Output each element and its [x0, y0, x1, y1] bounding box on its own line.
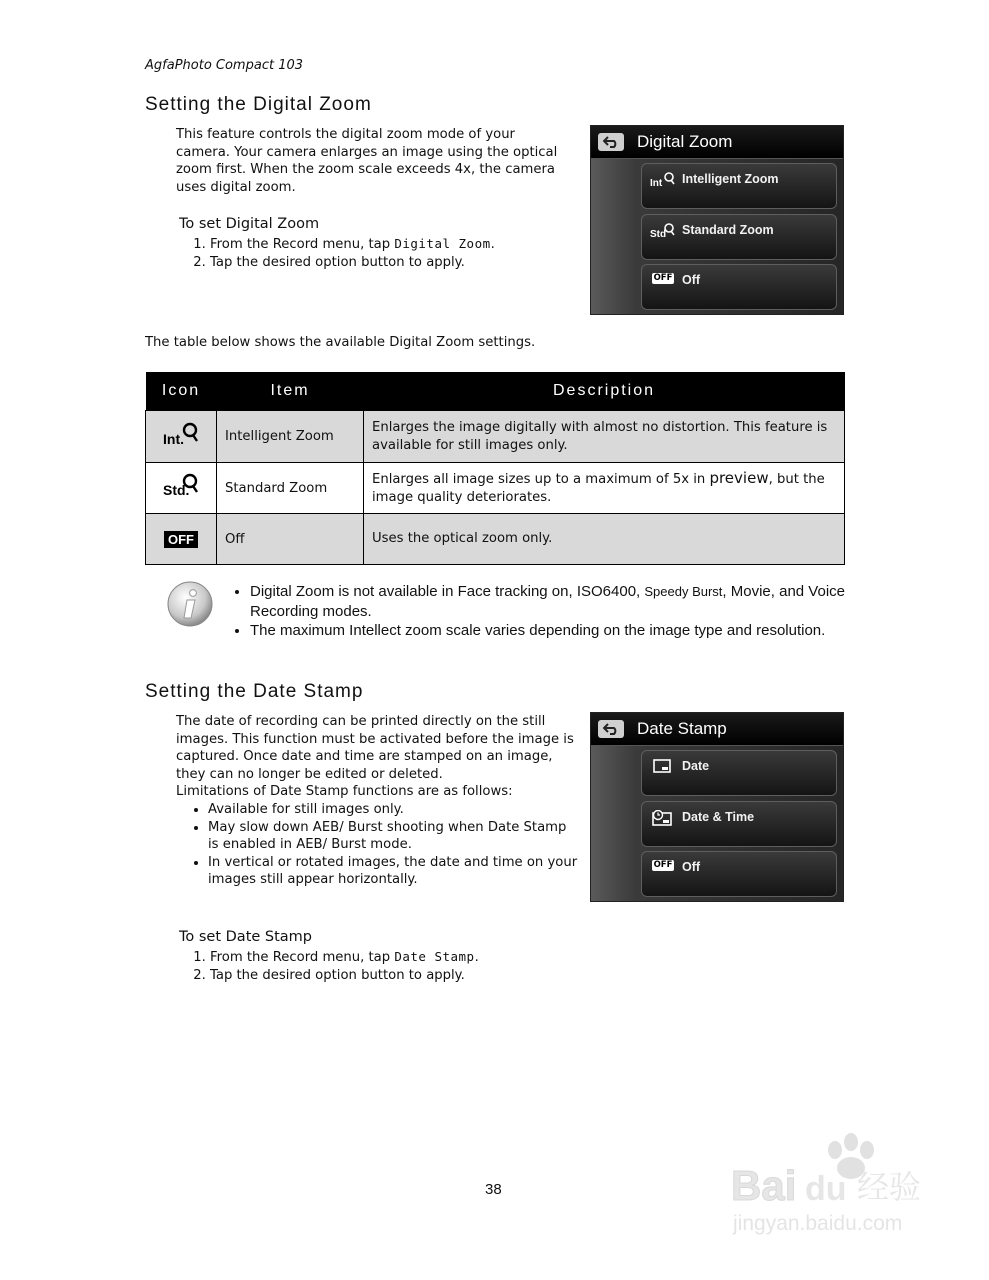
table-row — [146, 411, 845, 463]
section-title-date-stamp: Setting the Date Stamp — [145, 681, 364, 702]
note-list — [226, 582, 846, 641]
document-header: AgfaPhoto Compact 103 — [145, 58, 304, 73]
list-item: • In vertical or rotated images, the date and time on your images still appear horizontally. — [208, 854, 578, 889]
option-intelligent-zoom[interactable]: Int Intelligent Zoom — [641, 163, 837, 209]
date-stamp-steps — [176, 948, 578, 985]
table-intro: The table below shows the available Digital Zoom settings. — [145, 335, 536, 350]
date-icon — [648, 759, 678, 773]
svg-text:经验: 经验 — [857, 1168, 922, 1206]
svg-text:Std.: Std. — [163, 482, 190, 498]
digital-zoom-screen — [590, 125, 844, 315]
screen-title-bar — [591, 713, 843, 746]
back-icon[interactable] — [598, 133, 624, 151]
off-icon: OFF — [653, 860, 673, 870]
info-icon — [166, 580, 214, 628]
svg-text:du: du — [805, 1170, 847, 1208]
date-stamp-howto-title: To set Date Stamp — [179, 929, 313, 945]
table-cell-item: Standard Zoom — [217, 463, 364, 514]
header-icon: Icon — [146, 372, 217, 411]
option-off[interactable]: OFF Off — [641, 851, 837, 897]
intelligent-zoom-icon — [146, 411, 217, 463]
page-number: 38 — [485, 1181, 502, 1198]
svg-text:Bai: Bai — [731, 1162, 797, 1209]
option-standard-zoom[interactable]: Std Standard Zoom — [641, 214, 837, 260]
table-cell-item: Off — [217, 514, 364, 565]
date-stamp-intro: The date of recording can be printed directly on the still images. This function must be activated before the image is captured. Once date and time are stamped on an image, they can no longer be edited or deleted. — [176, 714, 574, 782]
list-item: • Available for still images only. — [208, 801, 578, 819]
table-cell-description: Enlarges the image digitally with almost no distortion. This feature is available for still images only. — [364, 411, 845, 463]
table-cell-description: Enlarges all image sizes up to a maximum of 5x in preview, but the image quality deteriorates. — [364, 463, 845, 514]
digital-zoom-intro: This feature controls the digital zoom mode of your camera. Your camera enlarges an image using the optical zoom first. When the zoom scale exceeds 4x, the camera uses digital zoom. — [176, 127, 558, 195]
table-row — [146, 463, 845, 514]
digital-zoom-howto-title: To set Digital Zoom — [179, 216, 320, 232]
svg-text:Int.: Int. — [163, 430, 184, 447]
list-item: • May slow down AEB/ Burst shooting when Date Stamp is enabled in AEB/ Burst mode. — [208, 819, 578, 854]
baidu-watermark-logo — [731, 1128, 931, 1238]
header-description: Description — [364, 372, 845, 411]
step-2: 2. Tap the desired option button to apply. — [210, 967, 578, 985]
date-stamp-screen — [590, 712, 844, 902]
digital-zoom-table — [145, 372, 845, 565]
off-icon: OFF — [146, 514, 217, 565]
option-off[interactable]: OFF Off — [641, 264, 837, 310]
step-1: 1. From the Record menu, tap Date Stamp. — [210, 948, 578, 967]
digital-zoom-steps — [176, 235, 572, 272]
date-stamp-limits-intro: Limitations of Date Stamp functions are as follows: — [176, 784, 513, 799]
section-title-digital-zoom: Setting the Digital Zoom — [145, 94, 372, 115]
note-item: • The maximum Intellect zoom scale varies depending on the image type and resolution. — [250, 621, 846, 641]
table-row — [146, 514, 845, 565]
svg-text:Std: Std — [650, 229, 667, 239]
option-date[interactable]: Date — [641, 750, 837, 796]
table-cell-item: Intelligent Zoom — [217, 411, 364, 463]
back-icon[interactable] — [598, 720, 624, 738]
screen-title: Digital Zoom — [637, 132, 733, 151]
standard-zoom-icon — [146, 463, 217, 514]
step-1: 1. From the Record menu, tap Digital Zoom. — [210, 235, 572, 254]
option-date-time[interactable]: Date & Time — [641, 801, 837, 847]
svg-text:jingyan.baidu.com: jingyan.baidu.com — [733, 1212, 903, 1235]
date-time-icon — [648, 810, 678, 826]
intelligent-zoom-icon — [648, 172, 678, 188]
standard-zoom-icon — [648, 223, 678, 239]
header-item: Item — [217, 372, 364, 411]
table-cell-description: Uses the optical zoom only. — [364, 514, 845, 565]
screen-title: Date Stamp — [637, 719, 727, 738]
svg-text:Int: Int — [650, 178, 663, 188]
off-icon: OFF — [653, 273, 673, 283]
step-2: 2. Tap the desired option button to apply. — [210, 254, 572, 272]
note-item: • Digital Zoom is not available in Face tracking on, ISO6400, Speedy Burst, Movie, and Voice Recording modes. — [250, 582, 846, 621]
screen-title-bar — [591, 126, 843, 159]
table-header-row — [146, 372, 845, 411]
date-stamp-limits — [176, 801, 578, 889]
